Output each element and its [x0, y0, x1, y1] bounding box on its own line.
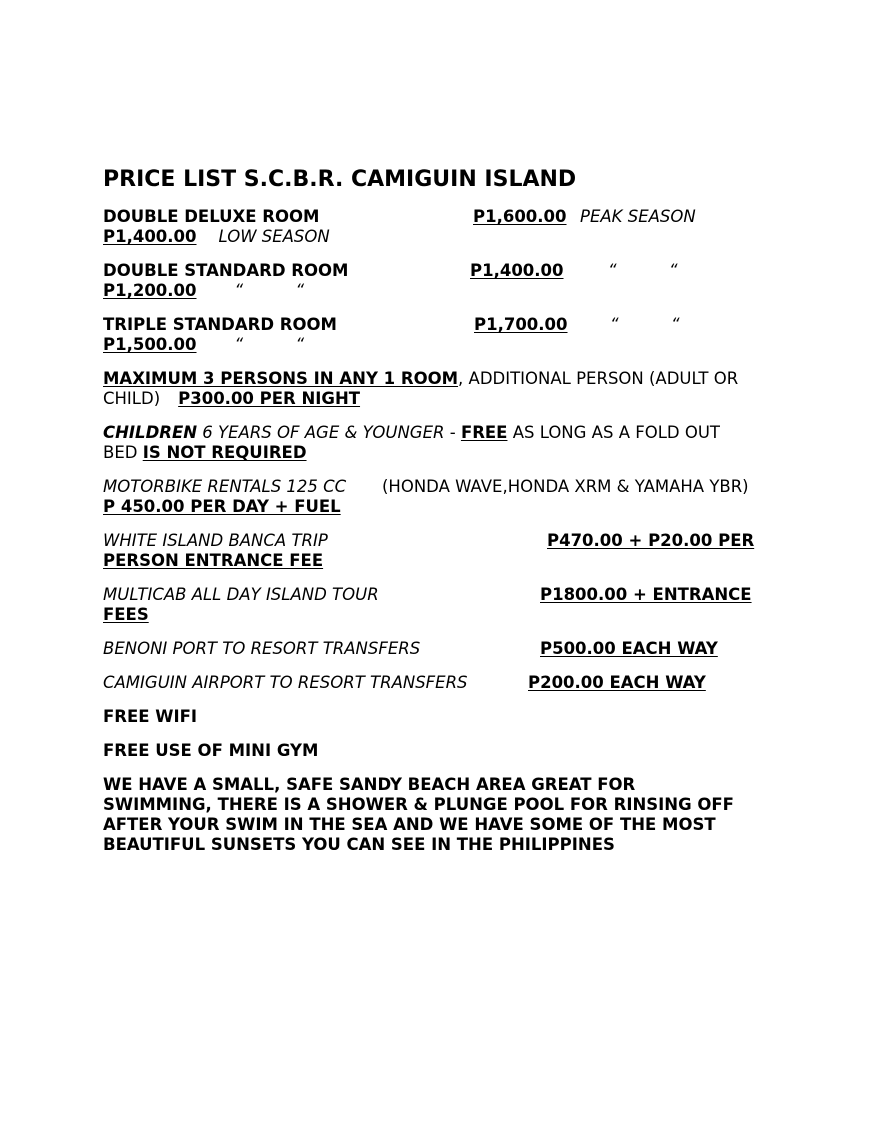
service-price-cont: PERSON ENTRANCE FEE: [103, 551, 324, 570]
max-persons-child: CHILD): [103, 389, 161, 408]
max-persons-bold: MAXIMUM 3 PERSONS IN ANY 1 ROOM: [103, 369, 459, 388]
room-low-line: [103, 335, 304, 355]
children-age: 6 YEARS OF AGE & YOUNGER: [197, 423, 445, 442]
children-line-2: [103, 443, 307, 463]
service-price: P200.00 EACH WAY: [528, 673, 706, 692]
room-peak-price: P1,600.00: [473, 207, 567, 226]
page-title: PRICE LIST S.C.B.R. CAMIGUIN ISLAND: [103, 167, 577, 192]
room-low-label: LOW SEASON: [218, 227, 330, 246]
service-label: WHITE ISLAND BANCA TRIP: [103, 531, 328, 550]
room-name: DOUBLE DELUXE ROOM: [103, 207, 320, 226]
room-name: TRIPLE STANDARD ROOM: [103, 315, 337, 334]
children-rest: AS LONG AS A FOLD OUT: [507, 423, 720, 442]
room-peak-price: P1,700.00: [474, 315, 568, 334]
service-price: P470.00 + P20.00 PER: [547, 531, 755, 550]
service-price: P1800.00 + ENTRANCE: [540, 585, 752, 604]
closing-line: BEAUTIFUL SUNSETS YOU CAN SEE IN THE PHILIPPINES: [103, 835, 615, 854]
amenity-gym: FREE USE OF MINI GYM: [103, 741, 319, 760]
service-label: BENONI PORT TO RESORT TRANSFERS: [103, 639, 421, 658]
room-low-line: [103, 281, 304, 301]
max-persons-line: [103, 369, 738, 389]
room-low-label: “ “: [234, 281, 305, 300]
motorbike-price: P 450.00 PER DAY + FUEL: [103, 497, 341, 516]
closing-line: AFTER YOUR SWIM IN THE SEA AND WE HAVE SOME OF THE MOST: [103, 815, 716, 834]
room-low-price: P1,400.00: [103, 227, 197, 246]
children-line: [103, 423, 720, 443]
room-low-line: [103, 227, 330, 247]
room-peak-label: “ “: [608, 261, 678, 280]
room-peak-price: P1,400.00: [470, 261, 564, 280]
max-persons-rest: , ADDITIONAL PERSON (ADULT OR: [458, 369, 739, 388]
closing-line: SWIMMING, THERE IS A SHOWER & PLUNGE POOL FOR RINSING OFF: [103, 795, 734, 814]
room-peak-label: “ “: [610, 315, 680, 334]
children-free: FREE: [460, 423, 508, 442]
motorbike-models: (HONDA WAVE,HONDA XRM & YAMAHA YBR): [382, 477, 749, 496]
room-low-label: “ “: [234, 335, 305, 354]
children-label: CHILDREN: [103, 423, 198, 442]
room-name: DOUBLE STANDARD ROOM: [103, 261, 349, 280]
children-not-required: IS NOT REQUIRED: [142, 443, 307, 462]
closing-line: WE HAVE A SMALL, SAFE SANDY BEACH AREA GREAT FOR: [103, 775, 636, 794]
service-price-cont: FEES: [103, 605, 149, 624]
additional-person-price: P300.00 PER NIGHT: [178, 389, 361, 408]
service-label: MULTICAB ALL DAY ISLAND TOUR: [103, 585, 379, 604]
room-peak-label: PEAK SEASON: [580, 207, 696, 226]
room-low-price: P1,200.00: [103, 281, 197, 300]
children-dash: -: [444, 423, 461, 442]
service-price: P500.00 EACH WAY: [540, 639, 718, 658]
service-label: CAMIGUIN AIRPORT TO RESORT TRANSFERS: [103, 673, 468, 692]
max-persons-line-2: [103, 389, 360, 409]
room-low-price: P1,500.00: [103, 335, 197, 354]
amenity-wifi: FREE WIFI: [103, 707, 198, 726]
motorbike-label: MOTORBIKE RENTALS 125 CC: [103, 477, 347, 496]
children-bed: BED: [103, 443, 143, 462]
